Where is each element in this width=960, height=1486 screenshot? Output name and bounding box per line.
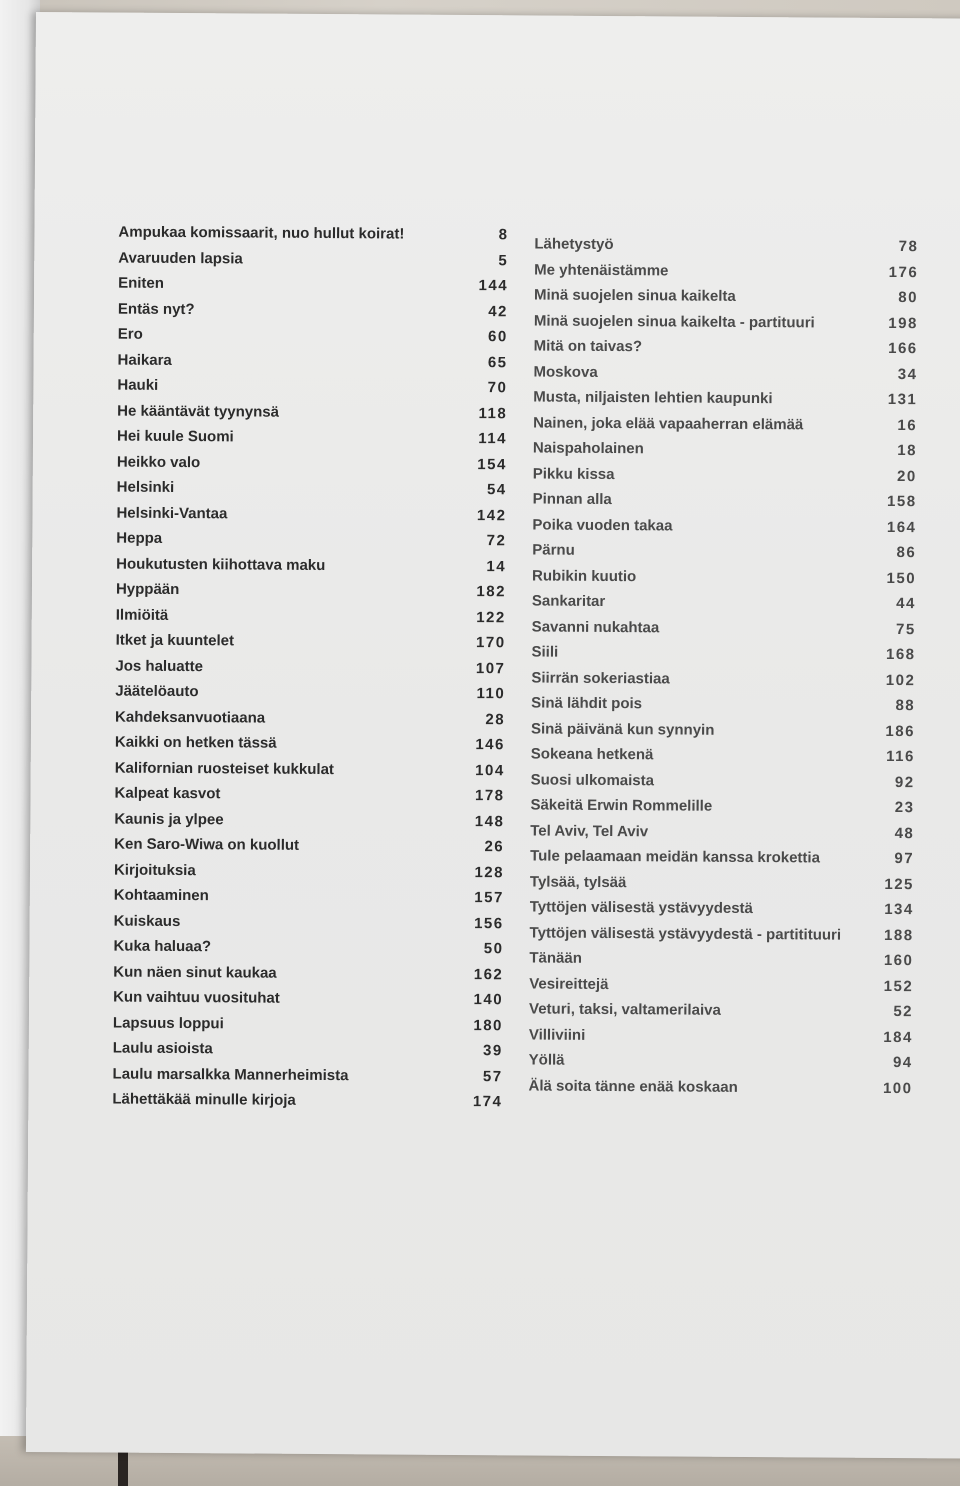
song-title: Lähetystyö <box>534 235 614 254</box>
index-column-right <box>528 231 918 1101</box>
index-entry <box>114 832 504 860</box>
song-title: Kaikki on hetken tässä <box>114 733 277 752</box>
index-entry <box>116 602 506 630</box>
song-title: Hyppään <box>115 580 180 599</box>
index-entry <box>529 920 913 948</box>
page-number: 42 <box>488 302 508 320</box>
page-number: 162 <box>473 965 504 983</box>
page-number: 16 <box>897 416 918 434</box>
song-title: Sokeana hetkenä <box>530 745 654 764</box>
index-entry <box>530 894 914 922</box>
page-number: 26 <box>484 838 505 856</box>
song-title: Kalpeat kasvot <box>114 784 221 803</box>
page-number: 184 <box>883 1028 913 1046</box>
song-title: Yöllä <box>528 1051 565 1069</box>
song-title: Kohtaaminen <box>113 886 209 905</box>
index-entry <box>534 231 918 259</box>
song-title: Pinnan alla <box>532 490 612 509</box>
song-title: Siirrän sokeriastiaa <box>531 668 670 687</box>
index-entry <box>534 282 918 310</box>
song-title: Jäätelöauto <box>115 682 199 701</box>
index-entry <box>118 322 508 350</box>
index-entry <box>532 512 916 540</box>
page-number: 144 <box>478 277 509 295</box>
index-entry <box>533 461 917 489</box>
song-title: Kirjoituksia <box>113 861 196 879</box>
index-entry <box>529 1022 913 1050</box>
song-title: Hei kuule Suomi <box>116 427 234 446</box>
song-title: Kalifornian ruosteiset kukkulat <box>114 759 335 778</box>
song-title: Eniten <box>118 274 165 292</box>
index-entry <box>529 945 913 973</box>
page-number: 92 <box>894 773 915 791</box>
page-number: 188 <box>883 926 914 944</box>
song-title: Heppa <box>116 529 163 547</box>
index-entry <box>534 257 918 285</box>
song-title: Lapsuus loppui <box>112 1014 224 1032</box>
index-entry <box>529 996 913 1024</box>
page-number: 180 <box>473 1016 503 1034</box>
index-entry <box>533 435 917 463</box>
song-title: Musta, niljaisten lehtien kaupunki <box>533 388 773 408</box>
song-title: Minä suojelen sinua kaikelta - partituuri <box>533 311 815 331</box>
page-number: 110 <box>476 685 506 703</box>
song-title: Entäs nyt? <box>117 300 195 318</box>
page-number: 18 <box>897 442 918 460</box>
index-entry <box>112 1087 502 1115</box>
index-entry <box>113 934 503 962</box>
index-entry <box>114 806 504 834</box>
page-number: 97 <box>894 850 915 868</box>
index-entry <box>531 741 915 769</box>
song-title: Hauki <box>117 376 159 394</box>
page-number: 8 <box>498 226 509 244</box>
index-entry <box>117 347 507 375</box>
index-entry <box>533 410 917 438</box>
index-entry <box>115 679 505 707</box>
song-title: Heikko valo <box>116 453 201 471</box>
song-title: He kääntävät tyynynsä <box>117 402 280 421</box>
page-number: 102 <box>885 671 916 689</box>
song-title: Nainen, joka elää vapaaherran elämää <box>533 413 804 433</box>
index-entry <box>531 716 915 744</box>
index-entry <box>529 1047 913 1075</box>
index-entry <box>117 424 507 452</box>
page-number: 57 <box>482 1067 503 1085</box>
song-title: Laulu marsalkka Mannerheimista <box>112 1065 349 1084</box>
song-title: Savanni nukahtaa <box>531 617 660 636</box>
index-entry <box>531 639 915 667</box>
index-entry <box>115 704 505 732</box>
song-title: Vesireittejä <box>529 974 609 993</box>
song-title: Minä suojelen sinua kaikelta <box>533 286 736 305</box>
page-number: 72 <box>486 532 507 550</box>
page-number: 176 <box>888 263 919 281</box>
song-title: Säkeitä Erwin Rommelille <box>530 796 713 815</box>
page-number: 131 <box>887 390 918 409</box>
song-title: Kun vaihtuu vuosituhat <box>113 988 280 1007</box>
page-number: 142 <box>476 506 507 524</box>
index-entry <box>114 908 504 936</box>
book-page <box>26 12 960 1459</box>
song-title: Älä soita tänne enää koskaan <box>528 1076 738 1096</box>
page-number: 20 <box>897 467 917 485</box>
page-number: 34 <box>897 365 918 383</box>
page-number: 186 <box>885 722 916 740</box>
song-title: Siili <box>531 643 559 661</box>
index-entry <box>116 526 506 554</box>
song-title: Me yhtenäistämme <box>534 260 669 279</box>
index-column-left <box>112 220 508 1115</box>
page-number: 198 <box>888 314 918 332</box>
index-entry <box>531 665 915 693</box>
song-title: Kuiskaus <box>113 912 181 930</box>
index-entry <box>529 971 913 999</box>
page-number: 148 <box>474 812 505 830</box>
index-entry <box>115 755 505 783</box>
index-entry <box>113 1036 503 1064</box>
index-entry <box>115 653 505 681</box>
page-number: 75 <box>895 620 916 638</box>
page-number: 88 <box>895 697 916 715</box>
page-number: 94 <box>892 1054 913 1072</box>
page-number: 23 <box>894 799 915 817</box>
page-number: 14 <box>486 557 507 575</box>
index-entry <box>114 857 504 885</box>
index-entry <box>528 1073 912 1101</box>
index-entry <box>533 359 917 387</box>
index-entry <box>531 690 915 718</box>
page-number: 146 <box>475 736 505 754</box>
index-entry <box>532 614 916 642</box>
index-entry <box>113 959 503 987</box>
song-title: Sankaritar <box>531 592 606 610</box>
page-number: 114 <box>478 430 508 448</box>
index-entry <box>117 449 507 477</box>
page-number: 156 <box>474 914 504 932</box>
song-title: Tänään <box>529 949 582 967</box>
index-entry <box>118 245 508 273</box>
index-entry <box>533 486 917 514</box>
index-entry <box>116 551 506 579</box>
index-entry <box>530 869 914 897</box>
page-number: 178 <box>474 787 505 805</box>
page-number: 128 <box>474 863 505 881</box>
song-title: Laulu asioista <box>112 1039 213 1058</box>
song-title: Villiviini <box>528 1025 586 1044</box>
song-title: Suosi ulkomaista <box>530 770 655 789</box>
index-entry <box>116 577 506 605</box>
page-number: 5 <box>498 251 509 269</box>
page-number: 44 <box>896 595 916 613</box>
page-number: 39 <box>483 1042 503 1060</box>
page-number: 80 <box>898 289 919 307</box>
song-title: Sinä päivänä kun synnyin <box>530 719 715 739</box>
page-number: 116 <box>886 747 915 766</box>
page-number: 164 <box>886 518 917 536</box>
page-number: 134 <box>884 900 914 919</box>
song-title: Tule pelaamaan meidän kanssa krokettia <box>530 847 821 867</box>
index-entry <box>533 384 917 412</box>
song-title: Ero <box>117 325 143 343</box>
page-number: 118 <box>478 404 508 422</box>
song-title: Veturi, taksi, valtamerilaiva <box>528 1000 721 1019</box>
song-title: Tyttöjen välisestä ystävyydestä <box>529 898 753 918</box>
page-number: 100 <box>882 1079 913 1097</box>
page-number: 52 <box>893 1003 914 1021</box>
page-number: 166 <box>888 339 918 358</box>
song-title: Naispaholainen <box>532 439 644 458</box>
index-entry <box>530 843 914 871</box>
song-title: Kun näen sinut kaukaa <box>113 963 277 982</box>
song-title: Sinä lähdit pois <box>531 694 643 713</box>
index-entry <box>532 537 916 565</box>
page-number: 86 <box>896 544 917 562</box>
page-number: 107 <box>475 659 506 677</box>
index-entry <box>118 271 508 299</box>
page-number: 122 <box>476 608 506 626</box>
song-title: Tyttöjen välisestä ystävyydestä - partitituuri <box>529 923 842 944</box>
page-number: 157 <box>474 889 504 907</box>
index-entry <box>113 1061 503 1089</box>
index-entry <box>118 296 508 324</box>
page-number: 152 <box>883 977 914 995</box>
page-number: 154 <box>477 455 507 473</box>
page-number: 54 <box>486 481 507 499</box>
song-title: Ampukaa komissaarit, nuo hullut koirat! <box>118 223 405 243</box>
song-title: Houkutusten kiihottava maku <box>116 555 326 574</box>
index-entry <box>116 500 506 528</box>
song-title: Ilmiöitä <box>115 606 169 624</box>
index-entry <box>534 308 918 336</box>
page-number: 48 <box>894 824 915 842</box>
index-entry <box>117 398 507 426</box>
index-entry <box>531 767 915 795</box>
page-number: 78 <box>898 238 919 256</box>
page-number: 182 <box>476 583 507 601</box>
index-entry <box>532 563 916 591</box>
page-number: 60 <box>487 328 508 346</box>
song-title: Lähettäkää minulle kirjoja <box>112 1090 296 1109</box>
page-number: 50 <box>483 940 504 958</box>
page-number: 70 <box>487 379 508 397</box>
song-title: Tylsää, tylsää <box>529 872 627 891</box>
song-title: Poika vuoden takaa <box>532 515 673 534</box>
page-number: 150 <box>886 569 917 587</box>
song-title: Kahdeksanvuotiaana <box>115 708 266 727</box>
song-title: Tel Aviv, Tel Aviv <box>530 821 649 840</box>
index-entry <box>117 373 507 401</box>
page-number: 104 <box>475 761 505 779</box>
index-entry <box>530 792 914 820</box>
song-title: Haikara <box>117 351 172 369</box>
index-entry <box>115 730 505 758</box>
page-number: 140 <box>473 991 504 1009</box>
page-number: 28 <box>485 710 506 728</box>
index-entry <box>534 333 918 361</box>
index-entry <box>113 1010 503 1038</box>
page-number: 125 <box>884 875 914 893</box>
song-title: Helsinki <box>116 478 175 496</box>
index-entry <box>114 883 504 911</box>
index-entry <box>532 588 916 616</box>
index-entry <box>116 628 506 656</box>
song-title: Moskova <box>533 362 598 381</box>
song-title: Pärnu <box>532 541 575 559</box>
song-title: Helsinki-Vantaa <box>116 504 228 522</box>
song-title: Kaunis ja ylpee <box>114 810 224 828</box>
page-number: 160 <box>883 951 914 970</box>
song-title: Mitä on taivas? <box>533 337 643 356</box>
index-entry <box>113 985 503 1013</box>
page-number: 158 <box>887 492 917 511</box>
page-number: 65 <box>487 353 508 371</box>
song-title: Rubikin kuutio <box>532 566 637 585</box>
page-number: 174 <box>472 1093 503 1111</box>
song-title: Kuka haluaa? <box>113 937 212 956</box>
song-title: Ken Saro-Wiwa on kuollut <box>114 835 300 854</box>
song-title: Itket ja kuuntelet <box>115 631 235 650</box>
page-number: 168 <box>885 645 916 664</box>
index-entry <box>118 220 508 248</box>
index-entry <box>114 781 504 809</box>
index-entry <box>117 475 507 503</box>
index-entry <box>530 818 914 846</box>
song-title: Jos haluatte <box>115 657 204 675</box>
song-title: Pikku kissa <box>532 464 615 483</box>
page-number: 170 <box>476 634 506 652</box>
song-title: Avaruuden lapsia <box>118 249 243 267</box>
